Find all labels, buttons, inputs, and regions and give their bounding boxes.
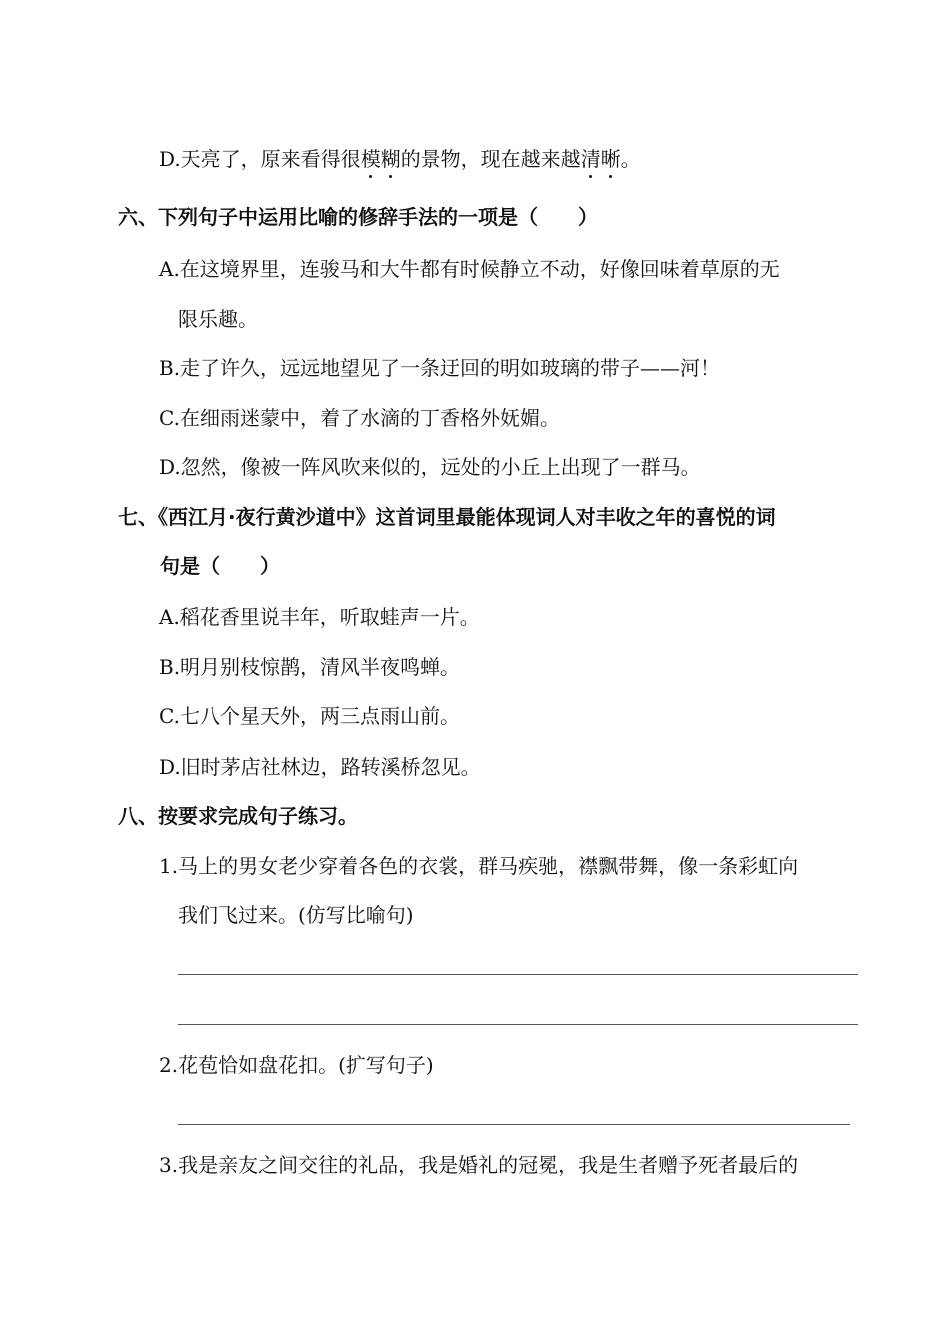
question-7-option-a: A.稻花香里说丰年，听取蛙声一片。	[159, 605, 480, 629]
question-6-option-d: D.忽然，像被一阵风吹来似的，远处的小丘上出现了一群马。	[159, 455, 701, 479]
answer-line[interactable]	[178, 974, 858, 975]
answer-line[interactable]	[178, 1024, 858, 1025]
question-7-title-cont: 句是（ ）	[160, 554, 280, 578]
question-7-option-d: D.旧时茅店社林边，路转溪桥忽见。	[159, 755, 481, 779]
question-6-option-a-cont: 限乐趣。	[178, 307, 258, 331]
emphasized-char: 晰	[600, 147, 621, 171]
answer-line[interactable]	[178, 1124, 850, 1125]
option-d-prev	[159, 146, 641, 172]
question-8-title: 八、按要求完成句子练习。	[118, 804, 358, 828]
question-6-option-b: B.走了许久，远远地望见了一条迂回的明如玻璃的带子——河！	[159, 356, 721, 380]
emphasized-char: 糊	[380, 147, 401, 171]
question-7-option-c: C.七八个星天外，两三点雨山前。	[159, 704, 460, 728]
question-7-title: 七、《西江月·夜行黄沙道中》这首词里最能体现词人对丰收之年的喜悦的词	[118, 505, 776, 529]
question-7-option-b: B.明月别枝惊鹊，清风半夜鸣蝉。	[159, 655, 461, 679]
question-6-option-a: A.在这境界里，连骏马和大牛都有时候静立不动，好像回味着草原的无	[159, 257, 780, 281]
question-8-item-3: 3.我是亲友之间交往的礼品，我是婚礼的冠冕，我是生者赠予死者最后的	[159, 1153, 799, 1177]
question-6-title: 六、下列句子中运用比喻的修辞手法的一项是（ ）	[118, 205, 598, 229]
question-8-item-1-cont: 我们飞过来。(仿写比喻句)	[178, 903, 414, 927]
question-6-option-c: C.在细雨迷蒙中，着了水滴的丁香格外妩媚。	[159, 406, 560, 430]
emphasized-char: 清	[580, 147, 601, 171]
option-text: D.天亮了，原来看得很	[159, 147, 361, 171]
question-8-item-2: 2.花苞恰如盘花扣。(扩写句子)	[159, 1053, 434, 1077]
emphasized-char: 模	[360, 147, 381, 171]
question-8-item-1: 1.马上的男女老少穿着各色的衣裳，群马疾驰，襟飘带舞，像一条彩虹向	[159, 854, 799, 878]
option-text: 。	[620, 147, 641, 171]
option-text: 的景物，现在越来越	[400, 147, 581, 171]
